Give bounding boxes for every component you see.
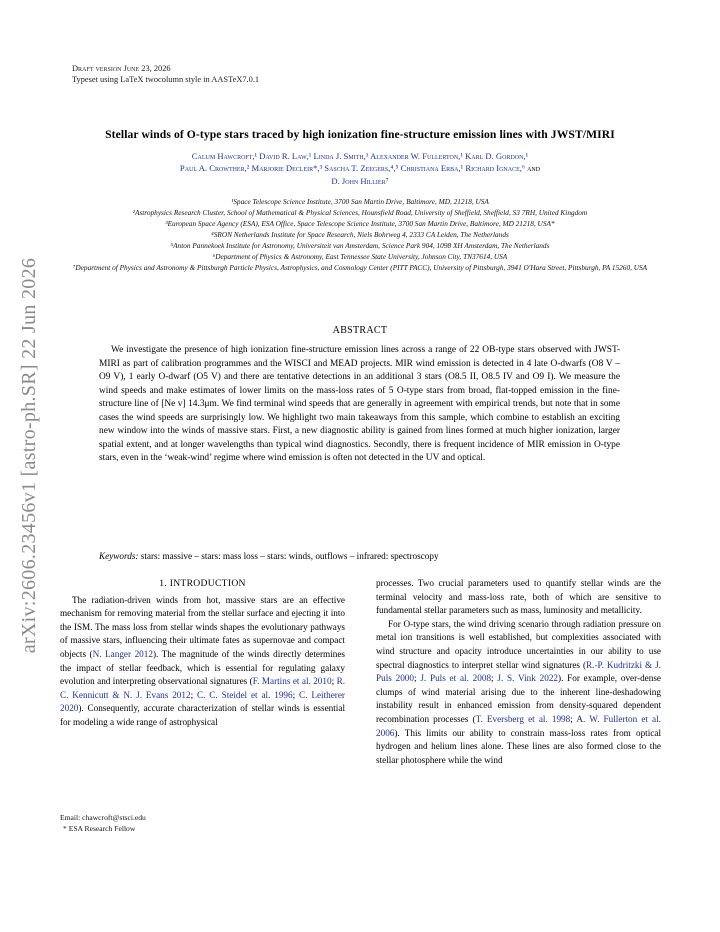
affiliation: ⁴SRON Netherlands Institute for Space Research, Niels Bohrweg 4, 2333 CA Leiden, The Netherlands [211,230,509,239]
author-line-1: Calum Hawcroft,¹ David R. Law,¹ Linda J. Smith,¹ Alexander W. Fullerton,¹ Karl D. Gordon,¹ [191,151,529,161]
citation-link[interactable]: R.-P. Kudritzki & J. Puls 2000 [376,659,661,684]
intro-paragraph-1: The radiation-driven winds from hot, massive stars are an effective mechanism for removing material from the stellar surface and ejecting it into the ISM. The mass loss from stellar winds shapes the evolutionary pathways of massive stars, influencing their ultimate fates as supernovae and compact objects (N. Langer 2012). The magnitude of the winds directly determines the impact of stellar feedback, which is essential for regulating galaxy evolution and interpreting observational signatures (F. Martins et al. 2010; R. C. Kennicutt & N. J. Evans 2012; C. C. Steidel et al. 1996; C. Leitherer 2020). Consequently, accurate characterization of stellar winds is essential for modeling a wide range of astrophysical [60,594,346,727]
author-line-3: D. John Hillier⁷ [331,175,389,186]
typeset-line: Typeset using LaTeX twocolumn style in AASTeX7.0.1 [72,75,260,84]
citation-link[interactable]: J. S. Vink 2022 [497,673,559,684]
footnotes [60,812,345,834]
affiliation-list [40,196,680,273]
affiliation: ³European Space Agency (ESA), ESA Office, Space Telescope Science Institute, 3700 San Martin Drive, Baltimore, MD 21218, USA* [165,219,555,228]
affiliation: ¹Space Telescope Science Institute, 3700 San Martin Drive, Baltimore, MD, 21218, USA [231,197,489,206]
right-column [376,577,661,767]
arxiv-identifier-stamp [6,235,54,675]
citation-link[interactable]: T. Eversberg et al. 1998 [475,713,571,724]
keywords-text: stars: massive – stars: mass loss – stars: winds, outflows – infrared: spectroscopy [140,551,439,561]
citation-link[interactable]: F. Martins et al. 2010 [252,676,332,687]
keywords-label: Keywords: [99,551,139,561]
citation-link[interactable]: A. W. Fullerton et al. 2006 [376,713,661,738]
email-footnote: Email: chawcroft@stsci.edu [60,813,146,822]
author-line-2: Paul A. Crowther,² Marjorie Decleir*,³ Sascha T. Zeegers,⁴,⁵ Christiana Erba,¹ Richard Ignace,⁶ and [179,163,541,174]
abstract-heading: ABSTRACT [332,325,388,336]
affiliation: ⁷Department of Physics and Astronomy & Pittsburgh Particle Physics, Astrophysics, and Cosmology Center (PITT PACC), University of Pittsburgh, 3941 O'Hara Street, Pittsburgh, PA 15260, USA [72,263,648,272]
paper-title: Stellar winds of O-type stars traced by high ionization fine-structure emission lines with JWST/MIRI [105,128,615,141]
intro-paragraph-1-continued: processes. Two crucial parameters used to quantify stellar winds are the terminal velocity and mass-loss rate, both of which are sensitive to fundamental stellar parameters such as mass, luminosity and metallicity. [376,578,661,616]
draft-version-line: Draft version June 23, 2026 [72,64,171,73]
author-list [60,150,660,187]
affiliation: ²Astrophysics Research Cluster, School of Mathematical & Physical Sciences, Hounsfield Road, University of Sheffield, Sheffield, S3 7RH, United Kingdom [132,208,588,217]
abstract-text: We investigate the presence of high ionization fine-structure emission lines across a range of 22 OB-type stars observed with JWST-MIRI as part of calibration programmes and the WISCI and MEAD projects. MIR wind emission is detected in 4 late O-dwarfs (O8 V – O9 V), 1 early O-dwarf (O5 V) and there are tentative detections in an additional 3 stars (O8.5 II, O8.5 IV and O9 I). We measure the wind speeds and make estimates of lower limits on the mass-loss rates of 5 O-type stars from broad, flat-topped emission in the fine-structure line of [Ne v] 14.3μm. We find terminal wind speeds that are generally in agreement with empirical trends, but note that in some cases the wind speeds are surprisingly low. We highlight two main takeaways from this sample, which combine to establish an exciting new window into the winds of massive stars. First, a new diagnostic ability is gained from lines formed at much higher ionization, larger spatial extent, and at longer wavelengths than typical wind diagnostics. Secondly, there is frequent incidence of MIR emission in O-type stars, even in the ‘weak-wind’ regime where wind emission is often not detected in the UV and optical. [99,345,620,463]
intro-paragraph-2: For O-type stars, the wind driving scenario through radiation pressure on metal ion transitions is well established, but complexities associated with wind structure and opacity introduce uncertainties in our ability to use spectral diagnostics to interpret stellar wind signatures (R.-P. Kudritzki & J. Puls 2000; J. Puls et al. 2008; J. S. Vink 2022). For example, over-dense clumps of wind material arising due to the inherent line-deshadowing instability result in enhanced emission from density-squared dependent recombination processes (T. Eversberg et al. 1998; A. W. Fullerton et al. 2006). This limits our ability to constrain mass-loss rates from optical hydrogen and helium lines alone. These lines are also formed close to the stellar photosphere while the wind [376,618,661,765]
keywords-line [99,550,620,563]
author-and: and [527,163,541,174]
arxiv-stamp-text: arXiv:2606.23456v1 [astro-ph.SR] 22 Jun 2026 [18,257,41,653]
affiliation: ⁶Department of Physics & Astronomy, East Tennessee State University, Johnson City, TN37614, USA [212,252,508,261]
section-heading-introduction: 1. INTRODUCTION [159,578,246,589]
fellow-footnote: * ESA Research Fellow [63,824,136,833]
citation-link[interactable]: C. C. Steidel et al. 1996 [197,689,293,700]
citation-link[interactable]: C. Leitherer 2020 [60,689,345,714]
citation-link[interactable]: R. C. Kennicutt & N. J. Evans 2012 [60,676,346,700]
citation-link[interactable]: J. Puls et al. 2008 [420,673,492,684]
affiliation: ⁵Anton Pannekoek Institute for Astronomy, Universiteit van Amsterdam, Science Park 904, 1098 XH Amsterdam, The Netherlands [170,241,550,250]
left-column [60,577,345,730]
citation-link[interactable]: N. Langer 2012 [92,648,153,659]
